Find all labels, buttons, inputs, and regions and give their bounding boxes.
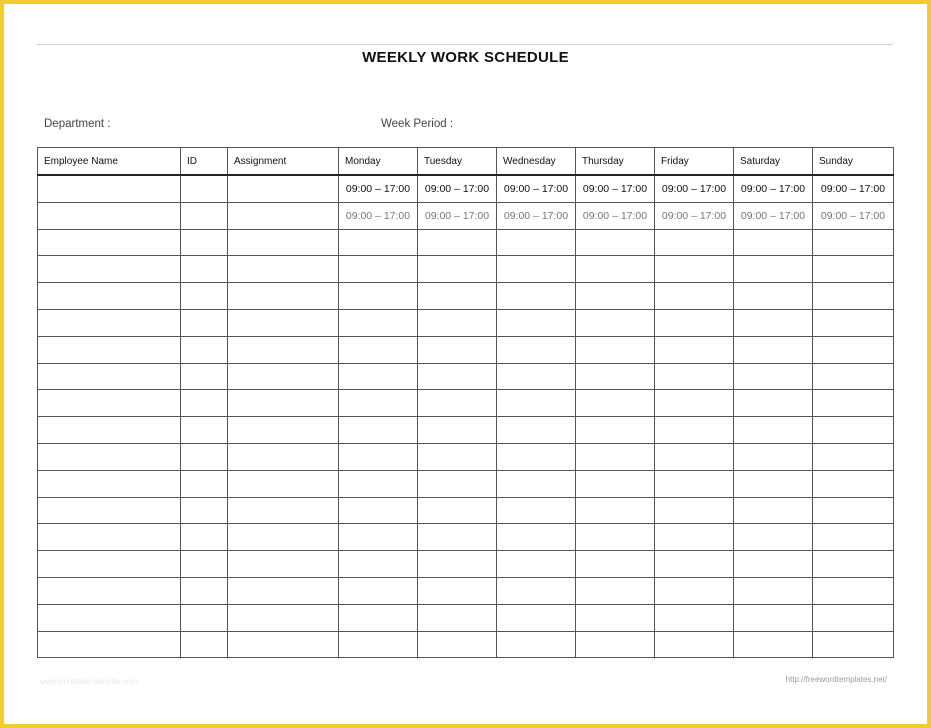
employee-name-cell[interactable] [38,363,181,390]
id-cell[interactable] [181,470,228,497]
header-monday: Monday [339,148,418,176]
employee-name-cell[interactable] [38,256,181,283]
employee-name-cell[interactable] [38,577,181,604]
document-title: WEEKLY WORK SCHEDULE [362,49,569,66]
header-thursday: Thursday [576,148,655,176]
shift-cell[interactable] [497,309,576,336]
shift-cell[interactable] [576,524,655,551]
assignment-cell[interactable] [228,309,339,336]
shift-cell[interactable] [339,417,418,444]
shift-cell[interactable] [813,577,894,604]
shift-cell[interactable] [655,309,734,336]
shift-cell[interactable] [418,309,497,336]
shift-cell[interactable] [576,470,655,497]
id-cell[interactable] [181,577,228,604]
assignment-cell[interactable] [228,175,339,202]
employee-name-cell[interactable] [38,202,181,229]
top-divider [37,44,893,45]
shift-cell[interactable] [813,309,894,336]
shift-cell[interactable] [576,256,655,283]
shift-cell[interactable] [418,256,497,283]
table-row [38,390,894,417]
shift-cell[interactable] [813,604,894,631]
shift-cell[interactable]: 09:00 – 17:00 [497,202,576,229]
shift-cell[interactable] [576,577,655,604]
shift-cell[interactable] [339,309,418,336]
shift-cell[interactable] [734,309,813,336]
shift-cell[interactable] [655,577,734,604]
shift-cell[interactable] [497,283,576,310]
shift-cell[interactable] [339,390,418,417]
shift-cell[interactable] [655,551,734,578]
assignment-cell[interactable] [228,604,339,631]
assignment-cell[interactable] [228,363,339,390]
employee-name-cell[interactable] [38,551,181,578]
shift-cell[interactable] [734,336,813,363]
shift-cell[interactable] [734,443,813,470]
shift-cell[interactable] [576,604,655,631]
shift-cell[interactable] [813,229,894,256]
footer-watermark: www.printablecalendar.com [40,677,138,686]
assignment-cell[interactable] [228,283,339,310]
shift-cell[interactable] [418,363,497,390]
shift-cell[interactable] [734,604,813,631]
table-row [38,202,894,229]
shift-cell[interactable] [497,577,576,604]
shift-cell[interactable] [497,390,576,417]
table-row [38,175,894,202]
shift-cell[interactable] [813,631,894,658]
shift-cell[interactable] [339,283,418,310]
id-cell[interactable] [181,497,228,524]
shift-cell[interactable] [497,229,576,256]
assignment-cell[interactable] [228,229,339,256]
id-cell[interactable] [181,336,228,363]
id-cell[interactable] [181,363,228,390]
shift-cell[interactable] [418,283,497,310]
id-cell[interactable] [181,631,228,658]
table-row [38,443,894,470]
shift-cell[interactable] [734,390,813,417]
shift-cell[interactable] [418,551,497,578]
assignment-cell[interactable] [228,551,339,578]
id-cell[interactable] [181,256,228,283]
id-cell[interactable] [181,309,228,336]
shift-cell[interactable] [655,336,734,363]
shift-cell[interactable] [655,524,734,551]
shift-cell[interactable] [497,443,576,470]
table-row [38,604,894,631]
shift-cell[interactable] [813,524,894,551]
employee-name-cell[interactable] [38,309,181,336]
shift-cell[interactable] [655,256,734,283]
shift-cell[interactable] [734,363,813,390]
employee-name-cell[interactable] [38,524,181,551]
header-tuesday: Tuesday [418,148,497,176]
assignment-cell[interactable] [228,524,339,551]
shift-cell[interactable] [734,497,813,524]
shift-cell[interactable] [576,283,655,310]
employee-name-cell[interactable] [38,175,181,202]
shift-cell[interactable] [497,524,576,551]
shift-cell[interactable] [497,497,576,524]
shift-cell[interactable] [813,417,894,444]
shift-cell[interactable] [813,497,894,524]
shift-cell[interactable] [813,443,894,470]
employee-name-cell[interactable] [38,390,181,417]
shift-cell[interactable] [497,363,576,390]
shift-cell[interactable] [418,524,497,551]
shift-cell[interactable] [734,229,813,256]
department-label: Department : [44,118,111,130]
shift-cell[interactable] [734,524,813,551]
id-cell[interactable] [181,604,228,631]
id-cell[interactable] [181,551,228,578]
shift-cell[interactable] [497,551,576,578]
shift-cell[interactable] [655,443,734,470]
shift-cell[interactable] [418,577,497,604]
shift-cell[interactable] [339,229,418,256]
shift-cell[interactable]: 09:00 – 17:00 [497,175,576,202]
id-cell[interactable] [181,524,228,551]
table-row [38,309,894,336]
shift-cell[interactable] [655,417,734,444]
schedule-table [37,147,894,658]
employee-name-cell[interactable] [38,443,181,470]
assignment-cell[interactable] [228,202,339,229]
table-row [38,363,894,390]
employee-name-cell[interactable] [38,631,181,658]
shift-cell[interactable] [497,631,576,658]
shift-cell[interactable]: 09:00 – 17:00 [655,202,734,229]
assignment-cell[interactable] [228,417,339,444]
id-cell[interactable] [181,443,228,470]
shift-cell[interactable] [339,551,418,578]
id-cell[interactable] [181,417,228,444]
shift-cell[interactable] [339,470,418,497]
shift-cell[interactable] [655,363,734,390]
shift-cell[interactable] [576,229,655,256]
table-row [38,497,894,524]
shift-cell[interactable] [339,497,418,524]
shift-cell[interactable] [734,283,813,310]
shift-cell[interactable] [576,631,655,658]
shift-cell[interactable] [813,256,894,283]
shift-cell[interactable]: 09:00 – 17:00 [655,175,734,202]
employee-name-cell[interactable] [38,283,181,310]
header-sunday: Sunday [813,148,894,176]
shift-cell[interactable] [339,631,418,658]
shift-cell[interactable] [418,497,497,524]
shift-cell[interactable] [734,551,813,578]
shift-cell[interactable] [655,470,734,497]
shift-cell[interactable] [418,229,497,256]
header-assignment: Assignment [228,148,339,176]
shift-cell[interactable] [576,551,655,578]
header-row [38,148,894,176]
shift-cell[interactable] [497,470,576,497]
table-row [38,417,894,444]
employee-name-cell[interactable] [38,336,181,363]
id-cell[interactable] [181,283,228,310]
shift-cell[interactable]: 09:00 – 17:00 [734,202,813,229]
shift-cell[interactable]: 09:00 – 17:00 [339,175,418,202]
shift-cell[interactable]: 09:00 – 17:00 [339,202,418,229]
shift-cell[interactable]: 09:00 – 17:00 [576,175,655,202]
shift-cell[interactable] [734,577,813,604]
shift-cell[interactable] [813,551,894,578]
header-id: ID [181,148,228,176]
assignment-cell[interactable] [228,443,339,470]
table-row [38,229,894,256]
shift-cell[interactable] [813,283,894,310]
shift-cell[interactable] [576,309,655,336]
shift-cell[interactable] [339,256,418,283]
shift-cell[interactable] [418,470,497,497]
id-cell[interactable] [181,175,228,202]
shift-cell[interactable] [418,336,497,363]
shift-cell[interactable]: 09:00 – 17:00 [418,175,497,202]
header-wednesday: Wednesday [497,148,576,176]
shift-cell[interactable] [497,256,576,283]
assignment-cell[interactable] [228,336,339,363]
shift-cell[interactable] [339,604,418,631]
shift-cell[interactable] [813,336,894,363]
shift-cell[interactable] [655,631,734,658]
shift-cell[interactable] [497,604,576,631]
shift-cell[interactable] [576,443,655,470]
id-cell[interactable] [181,202,228,229]
shift-cell[interactable]: 09:00 – 17:00 [576,202,655,229]
shift-cell[interactable] [813,470,894,497]
footer-source-link[interactable]: http://freewordtemplates.net/ [785,675,887,684]
shift-cell[interactable] [655,497,734,524]
header-saturday: Saturday [734,148,813,176]
table-row [38,551,894,578]
shift-cell[interactable] [339,336,418,363]
employee-name-cell[interactable] [38,417,181,444]
shift-cell[interactable] [576,363,655,390]
shift-cell[interactable] [576,417,655,444]
shift-cell[interactable] [418,604,497,631]
shift-cell[interactable] [655,390,734,417]
employee-name-cell[interactable] [38,470,181,497]
shift-cell[interactable] [339,363,418,390]
id-cell[interactable] [181,229,228,256]
assignment-cell[interactable] [228,497,339,524]
shift-cell[interactable] [339,524,418,551]
shift-cell[interactable]: 09:00 – 17:00 [813,175,894,202]
table-row [38,336,894,363]
shift-cell[interactable] [418,390,497,417]
shift-cell[interactable] [813,390,894,417]
shift-cell[interactable] [497,417,576,444]
table-row [38,524,894,551]
shift-cell[interactable] [734,631,813,658]
assignment-cell[interactable] [228,631,339,658]
shift-cell[interactable] [418,443,497,470]
shift-cell[interactable] [497,336,576,363]
shift-cell[interactable] [655,283,734,310]
table-row [38,577,894,604]
shift-cell[interactable]: 09:00 – 17:00 [734,175,813,202]
shift-cell[interactable] [339,577,418,604]
id-cell[interactable] [181,390,228,417]
shift-cell[interactable]: 09:00 – 17:00 [813,202,894,229]
shift-cell[interactable]: 09:00 – 17:00 [418,202,497,229]
shift-cell[interactable] [813,363,894,390]
shift-cell[interactable] [655,604,734,631]
shift-cell[interactable] [418,631,497,658]
table-row [38,631,894,658]
shift-cell[interactable] [734,417,813,444]
employee-name-cell[interactable] [38,229,181,256]
shift-cell[interactable] [339,443,418,470]
shift-cell[interactable] [655,229,734,256]
shift-cell[interactable] [734,256,813,283]
assignment-cell[interactable] [228,470,339,497]
shift-cell[interactable] [576,497,655,524]
shift-cell[interactable] [576,390,655,417]
header-employee-name: Employee Name [38,148,181,176]
table-row [38,256,894,283]
shift-cell[interactable] [576,336,655,363]
assignment-cell[interactable] [228,577,339,604]
assignment-cell[interactable] [228,256,339,283]
shift-cell[interactable] [734,470,813,497]
header-friday: Friday [655,148,734,176]
assignment-cell[interactable] [228,390,339,417]
week-period-label: Week Period : [381,118,454,130]
employee-name-cell[interactable] [38,497,181,524]
shift-cell[interactable] [418,417,497,444]
table-row [38,283,894,310]
employee-name-cell[interactable] [38,604,181,631]
table-row [38,470,894,497]
